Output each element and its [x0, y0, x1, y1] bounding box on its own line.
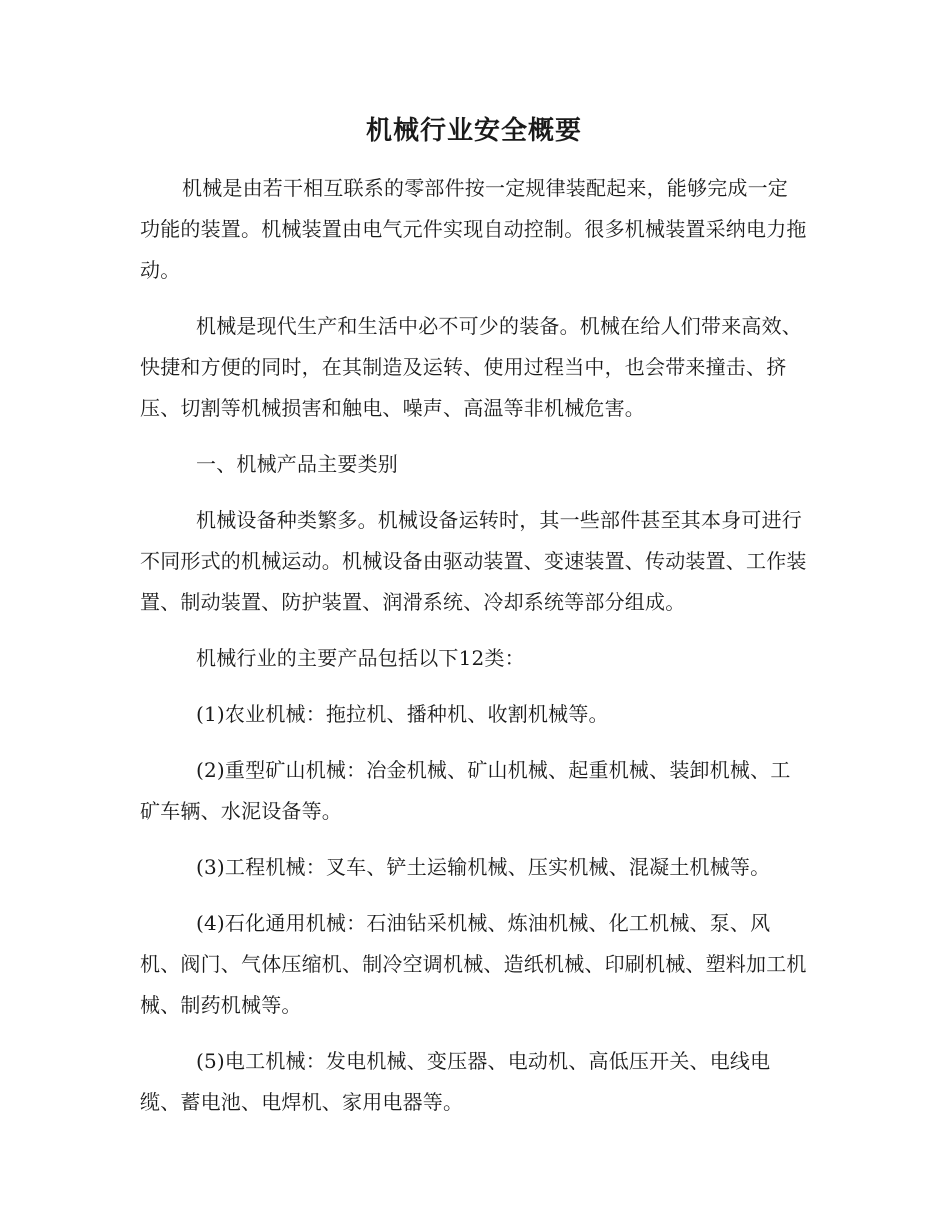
list-item-engineering: (3)工程机械：叉车、铲土运输机械、压实机械、混凝土机械等。 — [196, 855, 771, 879]
list-item-petrochemical: (4)石化通用机械：石油钻采机械、炼油机械、化工机械、泵、风机、阀门、气体压缩机、制冷空调机械、造纸机械、印刷机械、塑料加工机械、制药机械等。 — [140, 911, 807, 1017]
paragraph-equipment: 机械设备种类繁多。机械设备运转时，其一些部件甚至其本身可进行不同形式的机械运动。机械设备由驱动装置、变速装置、传动装置、工作装置、制动装置、防护装置、润滑系统、冷却系统等部分组成。 — [140, 508, 807, 614]
paragraph-importance: 机械是现代生产和生活中必不可少的装备。机械在给人们带来高效、快捷和方便的同时，在其制造及运转、使用过程当中，也会带来撞击、挤压、切割等机械损害和触电、噪声、高温等非机械危害。 — [140, 314, 802, 420]
section-heading-categories: 一、机械产品主要类别 — [196, 452, 398, 476]
paragraph-intro: 机械是由若干相互联系的零部件按一定规律装配起来，能够完成一定功能的装置。机械装置由电气元件实现自动控制。很多机械装置采纳电力拖动。 — [140, 176, 807, 282]
document-title: 机械行业安全概要 — [365, 116, 582, 146]
document-page — [140, 108, 808, 1138]
list-item-electrical: (5)电工机械：发电机械、变压器、电动机、高低压开关、电线电缆、蓄电池、电焊机、家用电器等。 — [140, 1049, 771, 1114]
list-item-heavy-mining: (2)重型矿山机械：冶金机械、矿山机械、起重机械、装卸机械、工矿车辆、水泥设备等。 — [140, 758, 791, 823]
list-item-agricultural: (1)农业机械：拖拉机、播种机、收割机械等。 — [196, 702, 609, 726]
paragraph-product-list-intro: 机械行业的主要产品包括以下12类： — [196, 646, 525, 670]
